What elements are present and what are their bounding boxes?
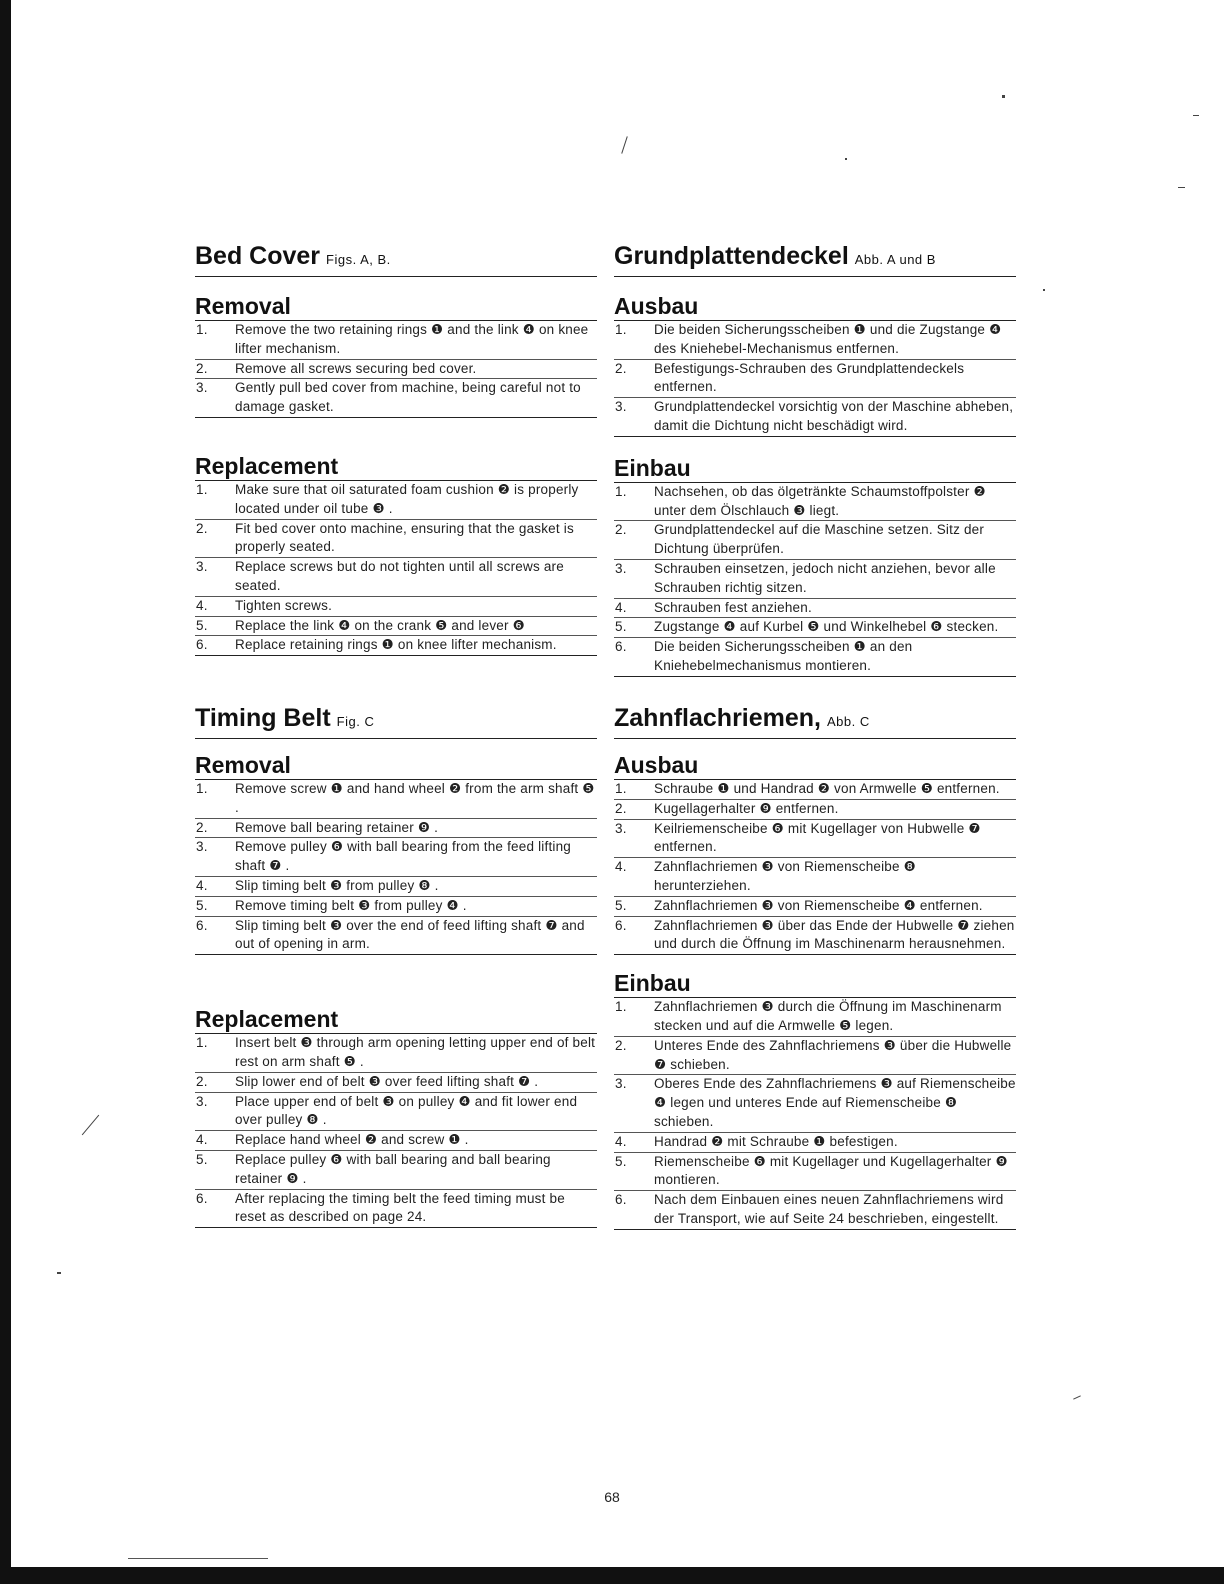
scan-speck	[82, 1115, 99, 1136]
step-item	[614, 321, 1016, 360]
step-item	[195, 1190, 597, 1229]
step-item	[614, 560, 1016, 599]
scan-artifact-line	[128, 1558, 268, 1559]
step-number: 3.	[615, 399, 627, 415]
timing-belt-section	[195, 702, 597, 1228]
timing-belt-removal-steps	[195, 779, 597, 955]
removal-heading: Removal	[195, 752, 291, 778]
step-item	[195, 1034, 597, 1073]
step-item	[195, 558, 597, 597]
step-number: 3.	[196, 839, 208, 855]
step-text: Schraube ❶ und Handrad ❷ von Armwelle ❺ entfernen.	[654, 781, 1000, 796]
scan-speck	[845, 158, 847, 160]
step-item	[614, 897, 1016, 917]
page-number: 68	[604, 1489, 620, 1505]
step-text: Zugstange ❹ auf Kurbel ❺ und Winkelhebel ❻ stecken.	[654, 619, 999, 635]
step-text: Handrad ❷ mit Schraube ❶ befestigen.	[654, 1133, 898, 1149]
step-number: 1.	[615, 781, 627, 796]
step-item	[614, 618, 1016, 638]
step-item	[195, 877, 597, 897]
section-title	[195, 702, 597, 739]
step-text: Replace the link ❹ on the crank ❺ and lever ❻	[235, 617, 525, 633]
step-text: Replace retaining rings ❶ on knee lifter mechanism.	[235, 637, 557, 653]
step-item	[614, 521, 1016, 560]
step-item	[195, 819, 597, 839]
step-text: Schrauben einsetzen, jedoch nicht anziehen, bevor alle Schrauben richtig sitzen.	[654, 560, 996, 595]
german-column	[614, 240, 1016, 1226]
bed-cover-section	[195, 240, 597, 656]
step-text: Remove timing belt ❸ from pulley ❹ .	[235, 897, 467, 913]
step-text: Replace pulley ❻ with ball bearing and ball bearing retainer ❾ .	[235, 1151, 551, 1186]
grundplattendeckel-section	[614, 240, 1016, 677]
step-item	[195, 321, 597, 360]
step-number: 5.	[615, 1153, 627, 1169]
section-title	[614, 240, 1016, 277]
step-text: Die beiden Sicherungsscheiben ❶ an den Kniehebelmechanismus montieren.	[654, 639, 913, 673]
zahnflachriemen-ausbau-steps	[614, 779, 1016, 955]
step-text: Zahnflachriemen ❸ von Riemenscheibe ❽ herunterziehen.	[654, 859, 916, 893]
scan-speck	[1002, 95, 1005, 98]
step-item	[614, 1075, 1016, 1132]
step-number: 1.	[196, 1035, 208, 1051]
figure-reference: Figs. A, B.	[326, 252, 391, 267]
english-column	[195, 240, 597, 1225]
step-number: 3.	[196, 380, 208, 396]
step-text: Insert belt ❸ through arm opening letting upper end of belt rest on arm shaft ❺ .	[235, 1035, 596, 1069]
grundplattendeckel-ausbau-steps	[614, 320, 1016, 437]
step-number: 2.	[615, 1037, 627, 1053]
step-text: Nach dem Einbauen eines neuen Zahnflachriemens wird der Transport, wie auf Seite 24 beschrieben, eingestellt.	[654, 1192, 1004, 1226]
step-number: 6.	[615, 639, 627, 655]
step-item	[195, 917, 597, 956]
step-text: Remove ball bearing retainer ❾ .	[235, 819, 439, 835]
ausbau-heading: Ausbau	[614, 293, 699, 319]
step-number: 5.	[196, 617, 208, 633]
step-item	[614, 998, 1016, 1037]
scan-speck	[1043, 289, 1045, 291]
step-number: 2.	[615, 360, 627, 376]
step-text: Place upper end of belt ❸ on pulley ❹ and fit lower end over pulley ❽ .	[235, 1093, 578, 1128]
section-title	[614, 702, 1016, 739]
step-number: 1.	[615, 483, 627, 499]
step-text: Remove screw ❶ and hand wheel ❷ from the arm shaft ❺ .	[235, 781, 595, 815]
section-title-text: Bed Cover	[195, 242, 321, 270]
step-item	[195, 597, 597, 617]
step-item	[195, 636, 597, 656]
step-number: 6.	[615, 1192, 627, 1208]
step-item	[195, 1151, 597, 1190]
step-text: After replacing the timing belt the feed timing must be reset as described on page 24.	[235, 1190, 565, 1225]
step-number: 5.	[615, 619, 627, 635]
step-number: 6.	[615, 917, 627, 933]
ausbau-heading: Ausbau	[614, 752, 699, 778]
step-item	[195, 1093, 597, 1132]
step-number: 1.	[196, 481, 208, 497]
zahnflachriemen-einbau-steps	[614, 997, 1016, 1230]
step-text: Befestigungs-Schrauben des Grundplattendeckels entfernen.	[654, 360, 965, 395]
step-number: 1.	[196, 322, 208, 337]
step-text: Grundplattendeckel vorsichtig von der Maschine abheben, damit die Dichtung nicht beschädigt wird.	[654, 399, 1014, 433]
figure-reference: Abb. A und B	[854, 252, 936, 267]
step-text: Remove the two retaining rings ❶ and the link ❹ on knee lifter mechanism.	[235, 322, 589, 356]
step-number: 2.	[196, 520, 208, 536]
step-number: 3.	[615, 820, 627, 836]
step-number: 3.	[615, 560, 627, 576]
step-item	[614, 917, 1016, 956]
step-number: 4.	[615, 1133, 627, 1149]
step-number: 5.	[196, 1151, 208, 1167]
scan-speck	[1178, 187, 1185, 188]
step-text: Schrauben fest anziehen.	[654, 599, 812, 615]
step-number: 4.	[196, 1132, 208, 1148]
step-item	[195, 481, 597, 520]
step-text: Make sure that oil saturated foam cushion ❷ is properly located under oil tube ❸ .	[235, 481, 579, 516]
step-item	[614, 780, 1016, 800]
step-text: Keilriemenscheibe ❻ mit Kugellager von Hubwelle ❼ entfernen.	[654, 820, 981, 855]
step-number: 5.	[615, 897, 627, 913]
scan-speck	[1073, 1395, 1081, 1399]
step-item	[195, 838, 597, 877]
step-item	[614, 858, 1016, 897]
step-item	[614, 820, 1016, 859]
step-item	[195, 1131, 597, 1151]
step-item	[195, 780, 597, 819]
step-number: 5.	[196, 897, 208, 913]
removal-heading: Removal	[195, 293, 291, 319]
step-item	[195, 360, 597, 380]
step-item	[614, 1191, 1016, 1230]
step-number: 6.	[196, 637, 208, 653]
step-text: Remove all screws securing bed cover.	[235, 360, 477, 376]
step-item	[195, 1073, 597, 1093]
scan-edge-left	[0, 0, 11, 1584]
bed-cover-removal-steps	[195, 320, 597, 418]
step-number: 1.	[196, 781, 208, 796]
step-number: 3.	[196, 1093, 208, 1109]
section-title-text: Grundplattendeckel	[614, 242, 849, 270]
replacement-heading: Replacement	[195, 452, 339, 479]
step-number: 2.	[615, 800, 627, 816]
step-number: 4.	[196, 597, 208, 613]
step-text: Riemenscheibe ❻ mit Kugellager und Kugellagerhalter ❾ montieren.	[654, 1153, 1008, 1188]
step-text: Gently pull bed cover from machine, being careful not to damage gasket.	[235, 380, 581, 415]
step-number: 2.	[615, 522, 627, 538]
replacement-heading: Replacement	[195, 1006, 339, 1033]
step-number: 1.	[615, 999, 627, 1015]
step-text: Slip timing belt ❸ from pulley ❽ .	[235, 877, 439, 893]
step-number: 6.	[196, 917, 208, 933]
step-item	[614, 599, 1016, 619]
step-text: Zahnflachriemen ❸ durch die Öffnung im Maschinenarm stecken und auf die Armwelle ❺ legen.	[654, 999, 1002, 1033]
step-text: Remove pulley ❻ with ball bearing from the feed lifting shaft ❼ .	[235, 839, 572, 874]
step-item	[195, 617, 597, 637]
step-text: Slip lower end of belt ❸ over feed lifting shaft ❼ .	[235, 1073, 539, 1089]
step-number: 2.	[196, 819, 208, 835]
step-text: Zahnflachriemen ❸ von Riemenscheibe ❹ entfernen.	[654, 897, 983, 913]
step-text: Die beiden Sicherungsscheiben ❶ und die Zugstange ❹ des Kniehebel-Mechanismus entfernen.	[654, 322, 1002, 356]
step-text: Unteres Ende des Zahnflachriemens ❸ über die Hubwelle ❼ schieben.	[654, 1037, 1012, 1072]
step-item	[614, 638, 1016, 677]
einbau-heading: Einbau	[614, 454, 691, 481]
step-item	[614, 1037, 1016, 1076]
step-text: Tighten screws.	[235, 597, 333, 613]
scan-speck	[57, 1272, 61, 1274]
step-item	[614, 483, 1016, 522]
step-text: Replace hand wheel ❷ and screw ❶ .	[235, 1132, 469, 1148]
step-number: 3.	[196, 559, 208, 575]
step-item	[614, 1153, 1016, 1192]
step-item	[195, 379, 597, 418]
zahnflachriemen-section	[614, 702, 1016, 1230]
step-number: 6.	[196, 1190, 208, 1206]
step-text: Zahnflachriemen ❸ über das Ende der Hubwelle ❼ ziehen und durch die Öffnung im Maschinenarm herausnehmen.	[654, 917, 1015, 952]
section-title-text: Timing Belt	[195, 704, 331, 732]
step-text: Fit bed cover onto machine, ensuring that the gasket is properly seated.	[235, 520, 574, 555]
step-item	[614, 360, 1016, 399]
step-item	[614, 1133, 1016, 1153]
section-title-text: Zahnflachriemen,	[614, 704, 821, 732]
step-text: Replace screws but do not tighten until all screws are seated.	[235, 559, 564, 593]
step-text: Kugellagerhalter ❾ entfernen.	[654, 800, 839, 816]
step-text: Oberes Ende des Zahnflachriemens ❸ auf Riemenscheibe ❹ legen und unteres Ende auf Riemenscheibe ❽ schieben.	[654, 1076, 1016, 1129]
step-number: 4.	[615, 859, 627, 875]
step-number: 2.	[196, 1073, 208, 1089]
grundplattendeckel-einbau-steps	[614, 482, 1016, 677]
step-number: 4.	[615, 599, 627, 615]
scan-speck	[621, 136, 628, 153]
step-item	[195, 520, 597, 559]
section-title	[195, 240, 597, 277]
step-text: Slip timing belt ❸ over the end of feed lifting shaft ❼ and out of opening in arm.	[235, 917, 585, 952]
scan-speck	[1193, 115, 1199, 116]
step-item	[195, 897, 597, 917]
figure-reference: Fig. C	[336, 714, 375, 729]
einbau-heading: Einbau	[614, 970, 691, 997]
bed-cover-replacement-steps	[195, 480, 597, 656]
scan-edge-bottom	[0, 1567, 1224, 1584]
step-number: 4.	[196, 877, 208, 893]
step-text: Nachsehen, ob das ölgetränkte Schaumstoffpolster ❷ unter dem Ölschlauch ❸ liegt.	[654, 483, 986, 518]
step-number: 1.	[615, 322, 627, 337]
step-text: Grundplattendeckel auf die Maschine setzen. Sitz der Dichtung überprüfen.	[654, 522, 985, 557]
step-item	[614, 398, 1016, 437]
figure-reference: Abb. C	[827, 714, 870, 729]
step-item	[614, 800, 1016, 820]
step-number: 2.	[196, 360, 208, 376]
timing-belt-replacement-steps	[195, 1033, 597, 1228]
step-number: 3.	[615, 1076, 627, 1092]
